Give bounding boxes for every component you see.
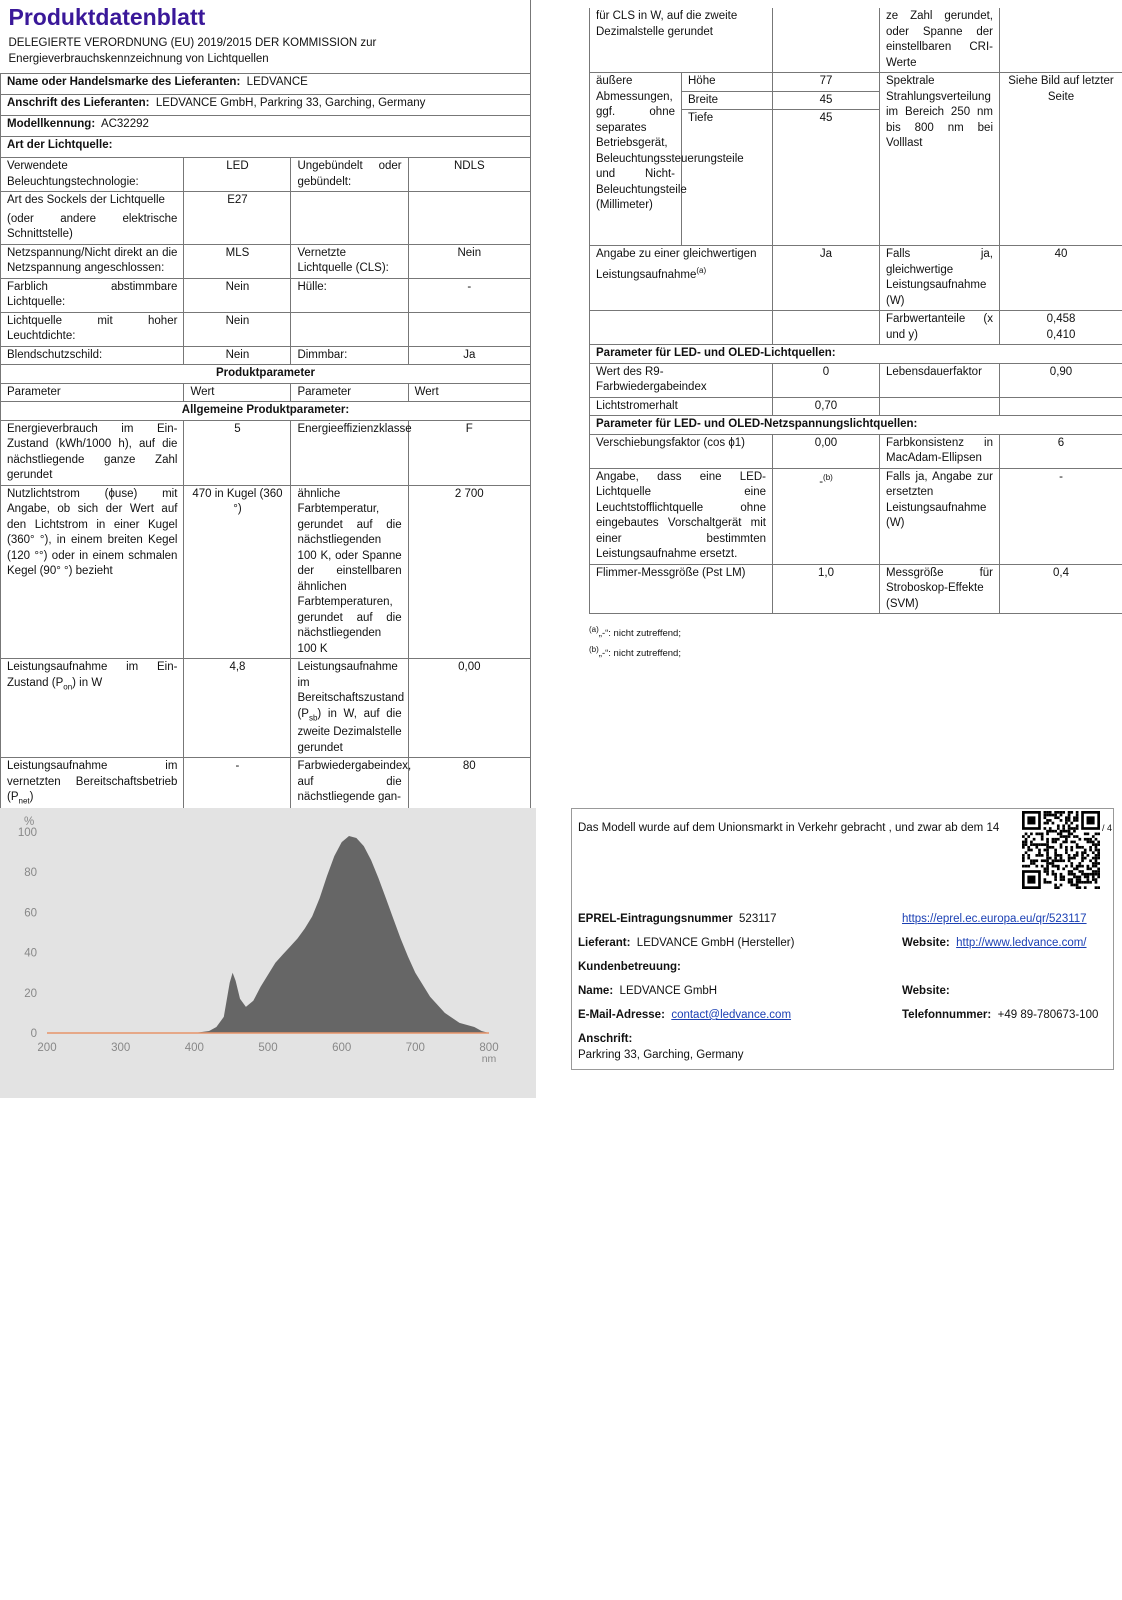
energy-class-label: Energieeffizienzklasse [291,420,408,485]
y-tick-label: 60 [24,907,37,920]
macadam-label: Farbkonsistenz in MacAdam-Ellipsen [880,434,1000,468]
mains-label: Netzspannung/Nicht direkt an die Netzspannung angeschlossen: [1,244,184,278]
high-luminance-label: Lichtquelle mit hoher Leuchtdichte: [1,312,184,346]
flux-label: Nutzlichtstrom (ϕuse) mit Angabe, ob sich der Wert auf den Lichtstrom in einer Kugel (360° °), in einem breiten Kegel (120 °°) oder in einem schmalen Kegel (90° °) bezieht [1,485,184,659]
x-tick-label: 500 [258,1042,278,1054]
eprel-number: 523117 [739,913,777,925]
left-datasheet-column [0,0,531,810]
empty-cell [773,8,880,73]
empty-cell [880,397,1000,416]
empty-cell [1000,397,1122,416]
flux-value: 470 in Kugel (360 °) [184,485,291,659]
customer-service-heading: Kundenbetreuung: [578,961,681,973]
datasheet-table-left [0,0,531,810]
macadam-value: 6 [1000,434,1122,468]
equiv-w-value: 40 [1000,246,1122,311]
x-tick-label: 200 [37,1042,57,1054]
email-row: E-Mail-Adresse: contact@ledvance.com [578,1009,792,1021]
cos-value: 0,00 [773,434,880,468]
spd-label: Spektrale Strahlungsverteilung im Bereich 250 nm bis 800 nm bei Volllast [880,73,1000,246]
replace-value: -$^{(b)}$ [773,468,880,564]
cct-value: 2 700 [408,485,530,659]
service-name-row: Name: LEDVANCE GmbH [578,985,718,997]
model-id: AC32292 [100,118,149,130]
address-value: Parkring 33, Garching, Germany [578,1049,744,1061]
dims-label: äußere Abmessungen, ggf. ohne separates Betriebsgerät, Beleuchtungssteuerungsteile und Nicht-Beleuchtungsteile (Millimeter) [590,73,682,246]
y-tick-label: 40 [24,947,37,960]
led-params-heading: Parameter für LED- und OLED-Lichtquellen: [590,345,1122,364]
supplier-name-row: Name oder Handelsmarke des Lieferanten: LEDVANCE [1,74,531,95]
spectrum-chart-svg [0,808,536,1098]
y-axis-label: % [24,816,35,828]
empty-cell [590,311,773,345]
page-fragment: / 4 [1102,823,1113,833]
depth-label: Tiefe [682,110,773,246]
height-label: Höhe [682,73,773,92]
empty-cell [408,192,530,245]
lumen-maint-value: 0,70 [773,397,880,416]
phone-row: Telefonnummer: +49 89-780673-100 [902,1009,1099,1021]
empty-cell [773,311,880,345]
pnet-continued: für CLS in W, auf die zweite Dezimalstelle gerundet [590,8,773,73]
tech-value: LED [184,158,291,192]
bundled-label: Ungebündelt oder gebündelt: [291,158,408,192]
footnotes [589,622,1122,662]
general-params-heading: Allgemeine Produktparameter: [1,402,531,421]
x-tick-label: 800 [479,1042,499,1054]
cos-label: Verschiebungsfaktor (cos ϕ1) [590,434,773,468]
glare-label: Blendschutzschild: [1,346,184,365]
page-title: Produktdatenblatt [8,4,206,30]
address-label: Anschrift: [578,1033,633,1045]
width-label: Breite [682,91,773,110]
eprel-row: EPREL-Eintragungsnummer 523117 [578,913,777,925]
replace-w-label: Falls ja, Angabe zur ersetzten Leistungsaufnahme (W) [880,468,1000,564]
life-value: 0,90 [1000,363,1122,397]
supplier-name: LEDVANCE [246,76,308,88]
high-luminance-value: Nein [184,312,291,346]
pnet-label: Leistungsaufnahme im vernetzten Bereitschaftsbetrieb $(P_{net})$ [1,758,184,810]
strobo-value: 0,4 [1000,564,1122,614]
replace-w-value: - [1000,468,1122,564]
eprel-link[interactable]: https://eprel.ec.europa.eu/qr/523117 [902,913,1087,925]
envelope-value: - [408,278,530,312]
envelope-label: Hülle: [291,278,408,312]
pnet-value: - [184,758,291,810]
y-tick-label: 0 [30,1028,37,1040]
param-header: Parameter [291,383,408,402]
energy-value: 5 [184,420,291,485]
flicker-label: Flimmer-Messgröße (Pst LM) [590,564,773,614]
equiv-w-label: Falls ja, gleichwertige Leistungsaufnahme (W) [880,246,1000,311]
supplier-info-box [571,808,1114,1070]
bundled-value: NDLS [408,158,530,192]
tech-label: Verwendete Beleuchtungstechnologie: [1,158,184,192]
empty-cell [291,312,408,346]
qr-code-icon[interactable] [1022,811,1100,889]
cls-value: Nein [408,244,530,278]
value-header: Wert [408,383,530,402]
spectrum-chart [0,808,536,1098]
flicker-value: 1,0 [773,564,880,614]
y-tick-label: 80 [24,867,37,880]
replace-label: Angabe, dass eine LED-Lichtquelle eine Leuchtstofflichtquelle ohne eingebautes Vorschaltgerät mit einer bestimmten Leistungsaufnahme ersetzt. [590,468,773,564]
cri-value: 80 [408,758,530,810]
empty-cell [291,192,408,245]
pon-value: 4,8 [184,659,291,758]
website-link[interactable]: http://www.ledvance.com/ [956,937,1087,949]
param-header: Parameter [1,383,184,402]
footnote-b: $^{(b)}$„-“: nicht zutreffend; [589,645,681,660]
supplier-row: Lieferant: LEDVANCE GmbH (Hersteller) [578,937,795,949]
psb-value: 0,00 [408,659,530,758]
glare-value: Nein [184,346,291,365]
x-tick-label: 400 [184,1042,204,1054]
life-label: Lebensdauerfaktor [880,363,1000,397]
empty-cell [408,312,530,346]
x-tick-label: 700 [405,1042,425,1054]
x-tick-label: 300 [111,1042,131,1054]
pon-label: Leistungsaufnahme im Ein-Zustand $(P_{on})$ in W [1,659,184,758]
chroma-label: Farbwertanteile (x und y) [880,311,1000,345]
market-date-text: Das Modell wurde auf dem Unionsmarkt in Verkehr gebracht , und zwar ab dem 14 [578,822,1000,834]
x-axis-label: nm [481,1053,497,1065]
value-header: Wert [184,383,291,402]
energy-label: Energieverbrauch im Ein-Zustand (kWh/1000 h), auf die nächstliegende ganze Zahl gerundet [1,420,184,485]
equiv-label: Angabe zu einer gleichwertigen Leistungsaufnahme$^{(a)}$ [590,246,773,311]
datasheet-table-right [589,8,1122,614]
socket-value: E27 [184,192,291,245]
chroma-value: 0,458 0,410 [1000,311,1122,345]
regulation-subtitle: DELEGIERTE VERORDNUNG (EU) 2019/2015 DER KOMMISSION zur Energieverbrauchskennzeichnung von Lichtquellen [8,37,377,65]
cri-continued: ze Zahl gerundet, oder Spanne der einstellbaren CRI-Werte [880,8,1000,73]
model-row: Modellkennung: AC32292 [1,116,531,137]
x-tick-label: 600 [332,1042,352,1054]
cct-label: ähnliche Farbtemperatur, gerundet auf die nächstliegenden 100 K, oder Spanne der einstellbaren ähnlichen Farbtemperaturen, gerundet auf die nächstliegenden 100 K [291,485,408,659]
supplier-address: LEDVANCE GmbH, Parkring 33, Garching, Germany [155,97,426,109]
height-value: 77 [773,73,880,92]
product-params-heading: Produktparameter [1,365,531,384]
website-row: Website: http://www.ledvance.com/ [902,937,1087,949]
r9-value: 0 [773,363,880,397]
equiv-value: Ja [773,246,880,311]
mains-value: MLS [184,244,291,278]
socket-label: Art des Sockels der Lichtquelle (oder andere elektrische Schnittstelle) [1,192,184,245]
r9-label: Wert des R9-Farbwiedergabeindex [590,363,773,397]
tunable-label: Farblich abstimmbare Lichtquelle: [1,278,184,312]
empty-cell [1000,8,1122,73]
lumen-maint-label: Lichtstromerhalt [590,397,773,416]
supplier-address-row: Anschrift des Lieferanten: LEDVANCE GmbH, Parkring 33, Garching, Germany [1,95,531,116]
width-value: 45 [773,91,880,110]
y-tick-label: 100 [17,827,37,839]
light-source-type-heading: Art der Lichtquelle: [1,137,531,158]
energy-class-value: F [408,420,530,485]
right-datasheet-column [589,8,1122,662]
tunable-value: Nein [184,278,291,312]
email-link[interactable]: contact@ledvance.com [671,1009,792,1021]
mains-params-heading: Parameter für LED- und OLED-Netzspannungslichtquellen: [590,416,1122,435]
spectrum-area [194,836,489,1033]
cls-label: Vernetzte Lichtquelle (CLS): [291,244,408,278]
footnote-a: $^{(a)}$„-“: nicht zutreffend; [589,625,681,640]
dimmable-label: Dimmbar: [291,346,408,365]
depth-value: 45 [773,110,880,246]
psb-label: Leistungsaufnahme im Bereitschaftszustand $(P_{sb})$ in W, auf die zweite Dezimalstelle gerundet [291,659,408,758]
y-tick-label: 20 [24,987,37,1000]
dimmable-value: Ja [408,346,530,365]
cri-label: Farbwiedergabeindex, auf die nächstliegende gan- [291,758,408,810]
service-website-label: Website: [902,985,950,997]
spd-value: Siehe Bild auf letzter Seite [1000,73,1122,246]
strobo-label: Messgröße für Stroboskop-Effekte (SVM) [880,564,1000,614]
